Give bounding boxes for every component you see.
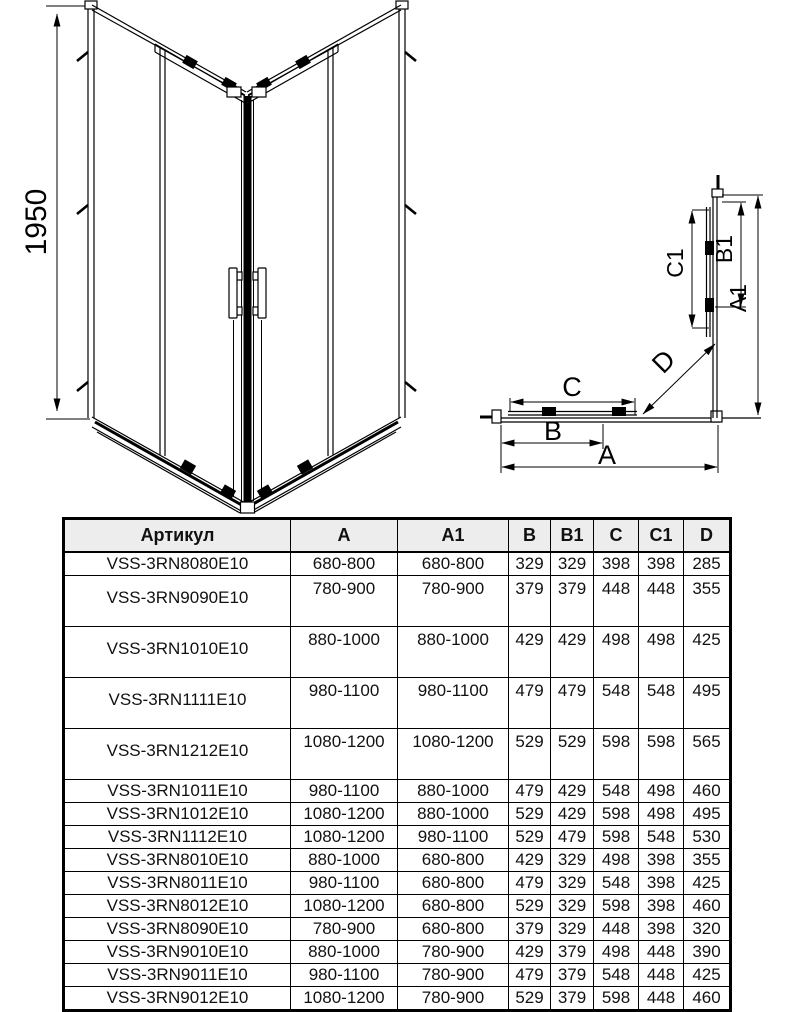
value-cell: 548: [594, 678, 639, 729]
article-cell: VSS-3RN8011E10: [64, 872, 291, 895]
value-cell: 329: [551, 872, 594, 895]
value-cell: 425: [684, 627, 731, 678]
value-cell: 329: [551, 918, 594, 941]
value-cell: 780-900: [398, 987, 509, 1011]
value-cell: 980-1100: [398, 826, 509, 849]
value-cell: 880-1000: [291, 941, 398, 964]
value-cell: 429: [509, 627, 551, 678]
front-view-drawing: [0, 0, 445, 515]
value-cell: 598: [594, 803, 639, 826]
value-cell: 548: [594, 964, 639, 987]
value-cell: 329: [551, 849, 594, 872]
value-cell: 379: [509, 918, 551, 941]
value-cell: 479: [509, 872, 551, 895]
dim-D: [643, 344, 715, 414]
table-row: [64, 964, 731, 987]
table-row: [64, 729, 731, 780]
value-cell: 880-1000: [398, 627, 509, 678]
value-cell: 780-900: [291, 918, 398, 941]
value-cell: 460: [684, 987, 731, 1011]
value-cell: 530: [684, 826, 731, 849]
table-header-row: [64, 519, 731, 553]
article-cell: VSS-3RN1212E10: [64, 729, 291, 780]
dim-A1: [722, 195, 763, 415]
value-cell: 529: [509, 895, 551, 918]
value-cell: 398: [594, 552, 639, 576]
value-cell: 548: [594, 872, 639, 895]
article-cell: VSS-3RN8080E10: [64, 552, 291, 576]
table-row: [64, 895, 731, 918]
value-cell: 390: [684, 941, 731, 964]
value-cell: 498: [594, 941, 639, 964]
col-header-C: C: [594, 519, 639, 553]
dim-label-D: D: [646, 344, 682, 380]
value-cell: 1080-1200: [291, 826, 398, 849]
value-cell: 980-1100: [291, 872, 398, 895]
value-cell: 680-800: [398, 849, 509, 872]
value-cell: 498: [639, 780, 684, 803]
dim-label-B1: B1: [711, 234, 737, 264]
dim-label-A1: A1: [725, 283, 751, 313]
dim-B: [501, 416, 603, 473]
dim-label-C1: C1: [662, 248, 688, 278]
value-cell: 355: [684, 849, 731, 872]
value-cell: 329: [551, 552, 594, 576]
value-cell: 329: [509, 552, 551, 576]
article-cell: VSS-3RN1012E10: [64, 803, 291, 826]
value-cell: 980-1100: [291, 780, 398, 803]
value-cell: 460: [684, 780, 731, 803]
value-cell: 379: [551, 987, 594, 1011]
article-cell: VSS-3RN8090E10: [64, 918, 291, 941]
value-cell: 429: [551, 627, 594, 678]
value-cell: 1080-1200: [398, 729, 509, 780]
value-cell: 398: [639, 849, 684, 872]
spec-table: [62, 517, 732, 1012]
value-cell: 598: [594, 987, 639, 1011]
table-row: [64, 872, 731, 895]
article-cell: VSS-3RN1112E10: [64, 826, 291, 849]
article-cell: VSS-3RN8010E10: [64, 849, 291, 872]
value-cell: 529: [509, 826, 551, 849]
value-cell: 780-900: [398, 576, 509, 627]
article-cell: VSS-3RN9010E10: [64, 941, 291, 964]
value-cell: 398: [639, 918, 684, 941]
table-row: [64, 552, 731, 576]
article-cell: VSS-3RN1010E10: [64, 627, 291, 678]
value-cell: 565: [684, 729, 731, 780]
value-cell: 498: [639, 803, 684, 826]
value-cell: 398: [639, 872, 684, 895]
table-row: [64, 849, 731, 872]
article-cell: VSS-3RN1011E10: [64, 780, 291, 803]
article-cell: VSS-3RN9012E10: [64, 987, 291, 1011]
top-roller-blocks: [182, 55, 311, 91]
value-cell: 598: [594, 729, 639, 780]
dim-label-A: A: [597, 440, 617, 470]
value-cell: 460: [684, 895, 731, 918]
value-cell: 780-900: [291, 576, 398, 627]
value-cell: 379: [509, 576, 551, 627]
article-cell: VSS-3RN9011E10: [64, 964, 291, 987]
dim-label-B: B: [543, 416, 563, 446]
value-cell: 429: [551, 780, 594, 803]
article-cell: VSS-3RN9090E10: [64, 576, 291, 627]
table-row: [64, 918, 731, 941]
value-cell: 379: [551, 964, 594, 987]
col-header-A1: A1: [398, 519, 509, 553]
value-cell: 1080-1200: [291, 803, 398, 826]
value-cell: 448: [639, 964, 684, 987]
col-header-D: D: [684, 519, 731, 553]
dim-C1: [662, 210, 709, 328]
table-body: [64, 552, 731, 1011]
value-cell: 448: [639, 576, 684, 627]
value-cell: 980-1100: [291, 678, 398, 729]
value-cell: 1080-1200: [291, 987, 398, 1011]
value-cell: 448: [639, 941, 684, 964]
value-cell: 479: [551, 678, 594, 729]
value-cell: 429: [509, 849, 551, 872]
table-row: [64, 627, 731, 678]
value-cell: 880-1000: [291, 849, 398, 872]
value-cell: 880-1000: [398, 780, 509, 803]
table-row: [64, 803, 731, 826]
value-cell: 479: [509, 780, 551, 803]
table-row: [64, 987, 731, 1011]
table-row: [64, 576, 731, 627]
value-cell: 880-1000: [398, 803, 509, 826]
value-cell: 355: [684, 576, 731, 627]
value-cell: 398: [639, 552, 684, 576]
table-row: [64, 780, 731, 803]
value-cell: 448: [594, 918, 639, 941]
value-cell: 448: [639, 987, 684, 1011]
value-cell: 448: [594, 576, 639, 627]
value-cell: 980-1100: [398, 678, 509, 729]
col-header-B1: B1: [551, 519, 594, 553]
col-header-article: Артикул: [64, 519, 291, 553]
value-cell: 495: [684, 803, 731, 826]
value-cell: 529: [551, 729, 594, 780]
value-cell: 529: [509, 803, 551, 826]
value-cell: 548: [639, 826, 684, 849]
value-cell: 548: [594, 780, 639, 803]
value-cell: 680-800: [291, 552, 398, 576]
value-cell: 498: [639, 627, 684, 678]
value-cell: 548: [639, 678, 684, 729]
value-cell: 479: [551, 826, 594, 849]
value-cell: 680-800: [398, 918, 509, 941]
value-cell: 429: [551, 803, 594, 826]
article-cell: VSS-3RN1111E10: [64, 678, 291, 729]
height-dim-label: 1950: [20, 188, 53, 256]
value-cell: 498: [594, 849, 639, 872]
col-header-B: B: [509, 519, 551, 553]
value-cell: 1080-1200: [291, 729, 398, 780]
plan-view-drawing: [480, 148, 792, 493]
value-cell: 598: [594, 895, 639, 918]
value-cell: 980-1100: [291, 964, 398, 987]
value-cell: 425: [684, 964, 731, 987]
dim-label-C: C: [562, 372, 582, 402]
value-cell: 1080-1200: [291, 895, 398, 918]
value-cell: 320: [684, 918, 731, 941]
value-cell: 329: [551, 895, 594, 918]
value-cell: 285: [684, 552, 731, 576]
value-cell: 479: [509, 964, 551, 987]
value-cell: 379: [551, 576, 594, 627]
table-row: [64, 678, 731, 729]
col-header-C1: C1: [639, 519, 684, 553]
value-cell: 780-900: [398, 941, 509, 964]
value-cell: 495: [684, 678, 731, 729]
value-cell: 680-800: [398, 872, 509, 895]
plan-geometry: [480, 175, 761, 423]
value-cell: 780-900: [398, 964, 509, 987]
value-cell: 680-800: [398, 552, 509, 576]
value-cell: 880-1000: [291, 627, 398, 678]
value-cell: 529: [509, 729, 551, 780]
value-cell: 425: [684, 872, 731, 895]
col-header-A: A: [291, 519, 398, 553]
value-cell: 680-800: [398, 895, 509, 918]
value-cell: 598: [594, 826, 639, 849]
dim-A: [502, 425, 718, 473]
value-cell: 429: [509, 941, 551, 964]
table-row: [64, 826, 731, 849]
value-cell: 598: [639, 729, 684, 780]
table-row: [64, 941, 731, 964]
value-cell: 498: [594, 627, 639, 678]
enclosure-front-geometry: [77, 1, 416, 513]
value-cell: 479: [509, 678, 551, 729]
value-cell: 398: [639, 895, 684, 918]
value-cell: 529: [509, 987, 551, 1011]
article-cell: VSS-3RN8012E10: [64, 895, 291, 918]
value-cell: 379: [551, 941, 594, 964]
